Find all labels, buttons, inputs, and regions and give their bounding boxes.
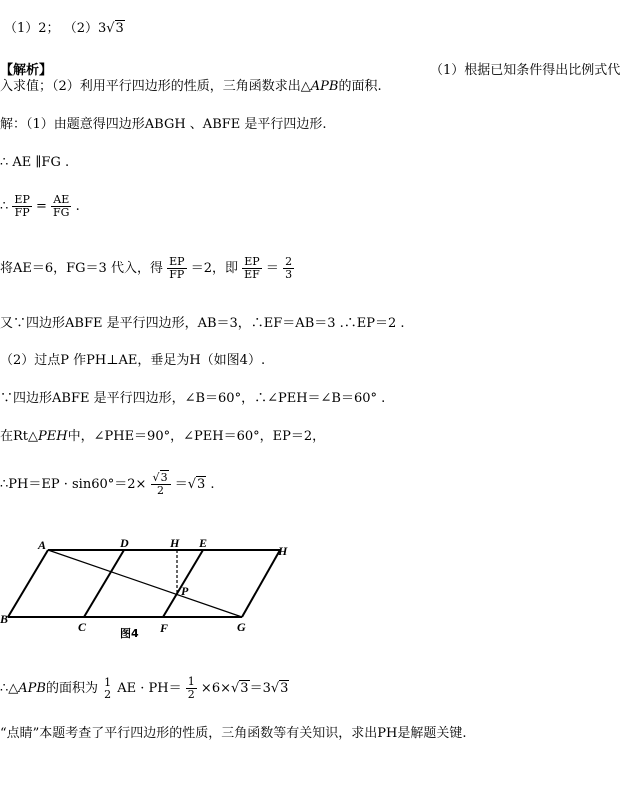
sqrt-symbol: √3	[230, 681, 249, 697]
answer-part1: （1）2；	[4, 21, 60, 36]
label-B: B	[0, 612, 9, 626]
comment-line: “点睛”本题考查了平行四边形的性质，三角函数等有关知识，求出PH是解题关键.	[0, 726, 467, 741]
segment-HG	[242, 550, 280, 617]
parallelogram-figure	[0, 535, 300, 645]
segment-AG	[48, 550, 242, 617]
segment-AB	[8, 550, 48, 617]
label-A: A	[38, 538, 47, 552]
solution-line1: 解：（1）由题意得四边形ABGH 、ABFE 是平行四边形.	[0, 117, 327, 132]
solution-line9: ∴PH＝EP · sin60°＝2× $\frac{√3}{2}$ ＝√3 .	[0, 471, 215, 498]
fraction-ep-fp: $\frac{EP}{FP}$	[14, 193, 30, 220]
analysis-summary-tail: （1）根据已知条件得出比例式代	[430, 63, 621, 78]
sqrt-symbol: √3	[187, 477, 206, 493]
fraction-two-thirds: $\frac{2}{3}$	[285, 255, 293, 282]
answer-line	[4, 22, 125, 35]
fraction-one-half-2: $\frac{1}{2}$	[187, 675, 195, 702]
label-P: P	[181, 584, 189, 598]
solution-line5: 又∵四边形ABFE 是平行四边形，AB＝3，∴EF＝AB＝3 .∴EP＝2 .	[0, 316, 405, 331]
figure-caption: 图4	[120, 627, 139, 640]
fraction-one-half: 1 2	[104, 675, 112, 701]
solution-line8: 在Rt△PEH中，∠PHE＝90°，∠PEH＝60°，EP＝2，	[0, 429, 326, 444]
label-D: D	[120, 536, 129, 550]
label-E: E	[199, 536, 208, 550]
analysis-tag: 【解析】	[0, 63, 53, 78]
label-G: G	[237, 620, 246, 634]
label-C: C	[78, 620, 87, 634]
fraction-ep-ef: $\frac{EP}{EF}$	[244, 255, 260, 282]
sqrt-symbol: √3	[106, 21, 124, 36]
solution-line2: ∴ AE ∥FG .	[0, 155, 70, 170]
fraction-ae-fg: $\frac{AE}{FG}$	[53, 193, 70, 220]
sqrt-symbol: √3	[270, 681, 289, 697]
solution-line4: 将AE＝6，FG＝3 代入，得 $\frac{EP}{FP}$ ＝2，即 $\frac{EP}{EF}$ ＝ $\frac{2}{3}$	[0, 255, 293, 282]
solution-line3: ∴ $\frac{EP}{FP}$ = $\frac{AE}{FG}$ .	[0, 193, 80, 220]
fraction-ep-fp-2: $\frac{EP}{FP}$	[169, 255, 185, 282]
analysis-summary-line2: 入求值；（2）利用平行四边形的性质，三角函数求出△APB的面积.	[0, 79, 382, 94]
label-H-right: H	[278, 544, 288, 558]
fraction-sqrt3-over-2: $\frac{√3}{2}$	[151, 472, 171, 497]
segment-DC	[84, 550, 124, 617]
solution-line7: ∵四边形ABFE 是平行四边形，∠B＝60°，∴∠PEH＝∠B＝60° .	[0, 391, 386, 406]
solution-line10: ∴△APB的面积为 1 2 AE · PH＝ $\frac{1}{2}$ ×6×√3＝3√3	[0, 675, 289, 702]
answer-part2: （2）3	[63, 21, 107, 36]
label-F: F	[160, 621, 169, 635]
solution-line6: （2）过点P 作PH⊥AE，垂足为H（如图4）.	[0, 353, 266, 368]
label-H-top: H	[170, 536, 180, 550]
